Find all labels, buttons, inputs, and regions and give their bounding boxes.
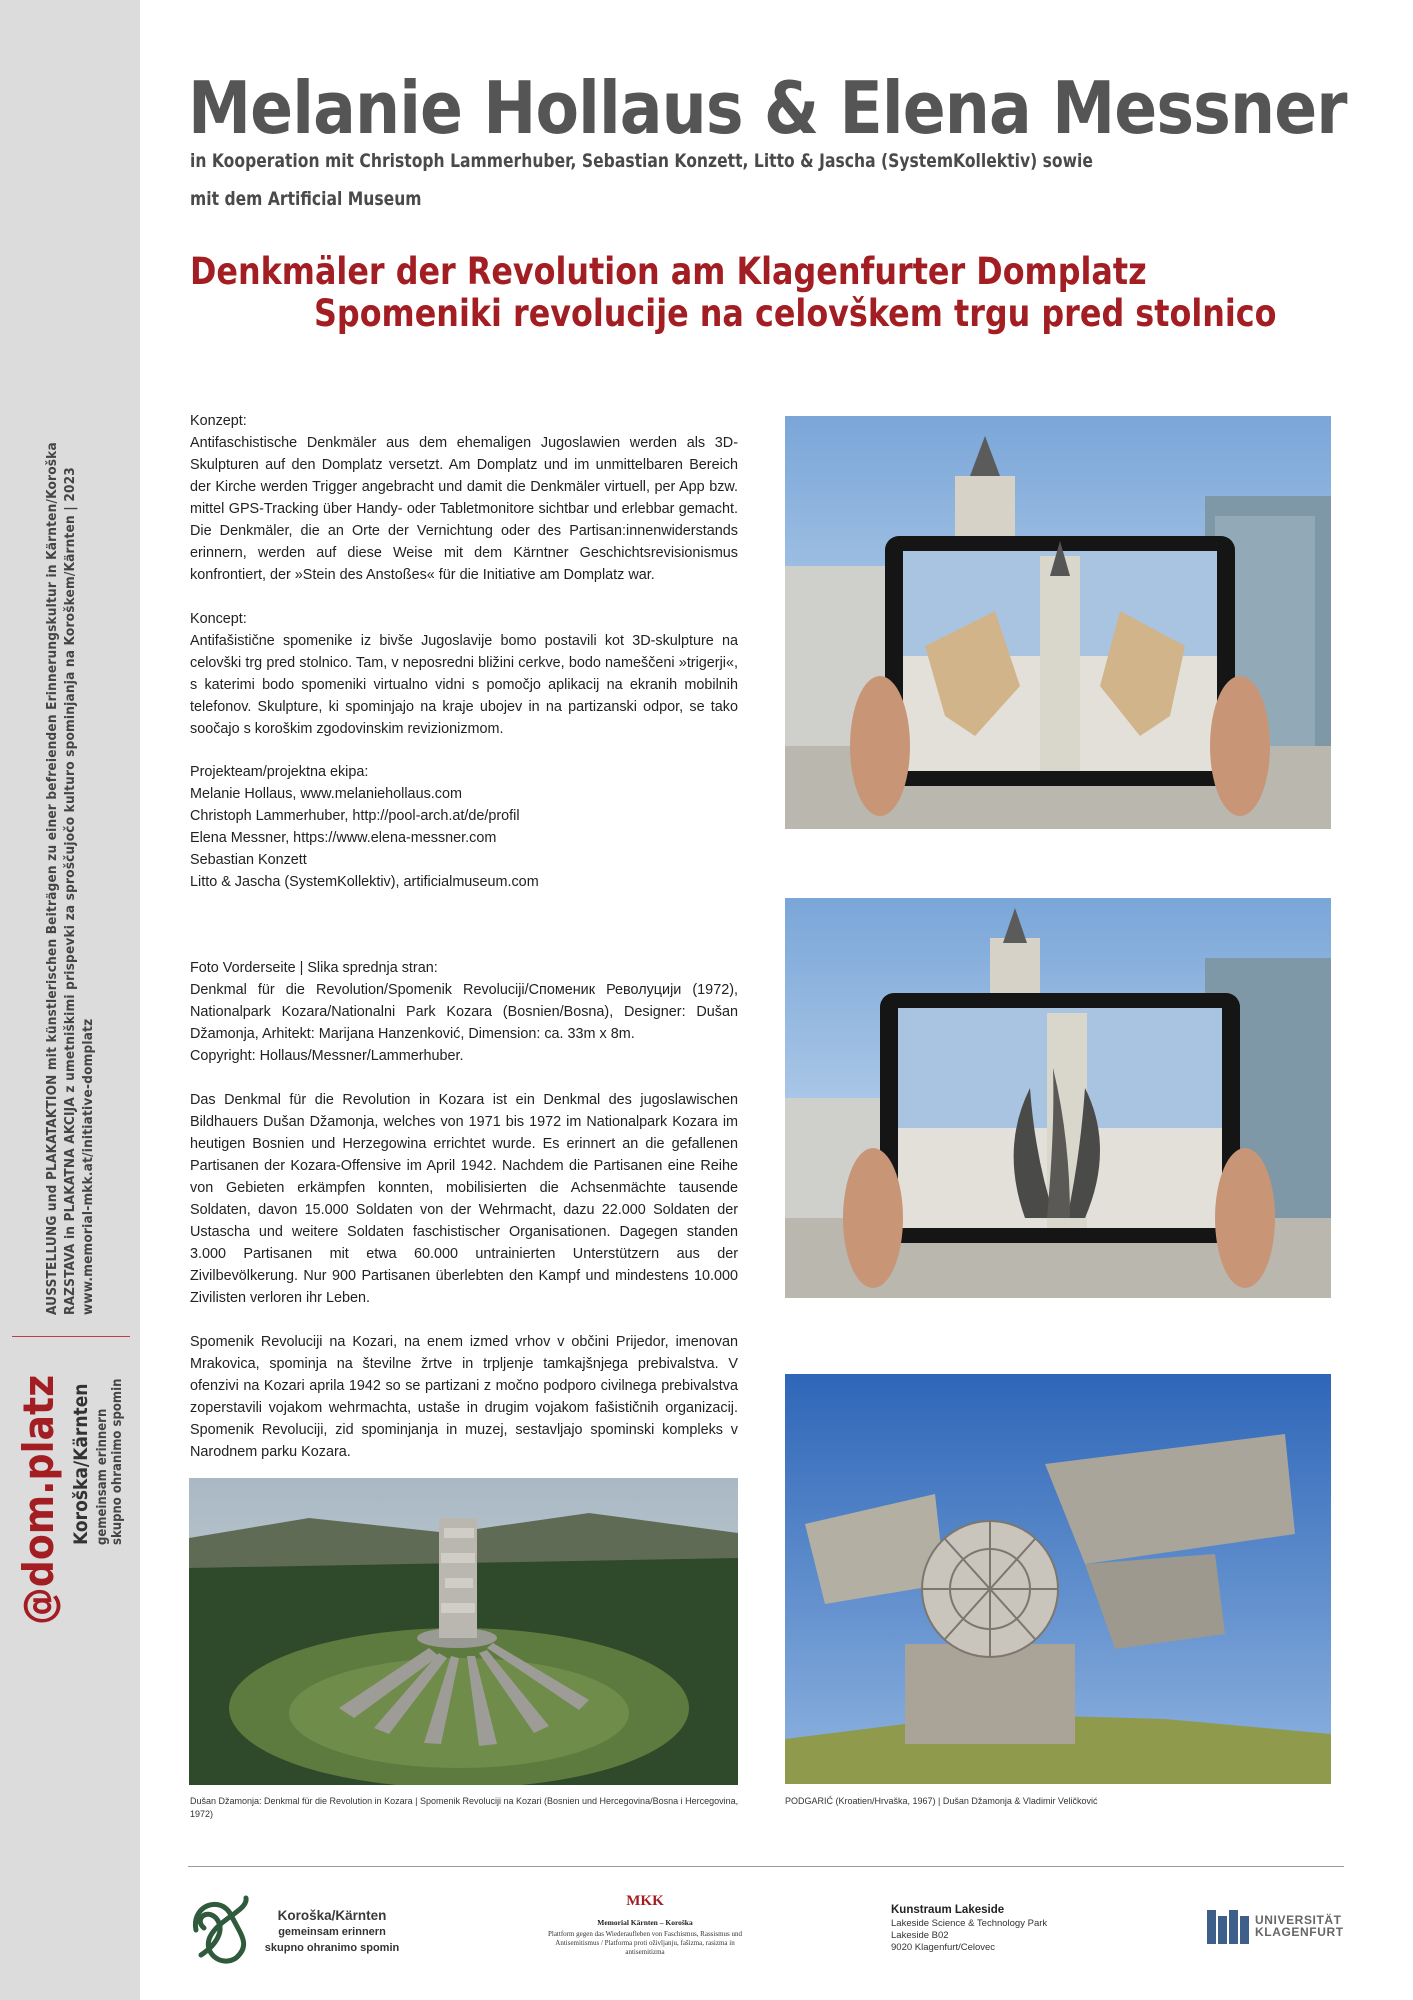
university-name [1255,1914,1344,1938]
lakeside-line-3: 9020 Klagenfurt/Celovec [891,1942,996,1953]
team-member: Sebastian Konzett [190,852,307,868]
mkk-logo [540,1893,750,1957]
concept-sl-text: Antifašistične spomenike iz bivše Jugoslavije bomo postavili kot 3D-skulpture na celovški trg pred stolnico. Tam, v neposredni bližini cerkve, bodo nameščeni »trigerji«, s katerimi bodo spomeniki virtualno vidni s pomočjo aplikacij na ekranih mobilnih telefonov. Skulpture, ki spominjajo na kraje ubojev in na partizanski odpor, se tako soočajo s koroškim zgodovinskim revizionizmom. [190,633,738,737]
concept-de-block [190,410,738,586]
koroska-logo-sub-de: gemeinsam erinnern [278,1926,386,1938]
cooperation-line-2: mit dem Artificial Museum [190,188,422,210]
sidebar-exhibition-de: AUSSTELLUNG und PLAKATAKTION mit künstlerischen Beiträgen zu einer befreienden Erinnerungskultur in Kärnten/Koroška [44,442,60,1315]
koroska-logo-sub-sl: skupno ohranimo spomin [264,1942,400,1954]
team-member: Melanie Hollaus, www.melaniehollaus.com [190,786,462,802]
photo-credit-block [190,957,738,1067]
caption-kozara: Dušan Džamonja: Denkmal für die Revolution in Kozara | Spomenik Revoluciji na Kozari (Bosnien und Hercegovina/Bosna i Hercegovina, 1972) [190,1796,739,1819]
cooperation-line-1: in Kooperation mit Christoph Lammerhuber, Sebastian Konzett, Litto & Jascha (SystemKollektiv) sowie [190,150,1093,172]
photo-label: Foto Vorderseite | Slika sprednja stran: [190,960,438,976]
koroska-logo-text [262,1908,402,1956]
caption-podgaric: PODGARIĆ (Kroatien/Hrvaška, 1967) | Dušan Džamonja & Vladimir Veličković [785,1796,1098,1806]
mkk-description: Plattform gegen das Wiederaufleben von Faschismus, Rassismus und Antisemitismus / Platforma proti oživljanju, fašizma, rasizma in antisemitizma [547,1930,742,1956]
university-name-line-1: UNIVERSITÄT [1255,1913,1342,1927]
headline-sl: Spomeniki revolucije na celovškem trgu pred stolnico [314,292,1277,335]
sidebar-sub-de: gemeinsam erinnern [95,1408,110,1545]
team-member: Christoph Lammerhuber, http://pool-arch.at/de/profil [190,808,520,824]
photo-text: Denkmal für die Revolution/Spomenik Revoluciji/Споменик Револуцији (1972), Nationalpark Kozara/Nationalni Park Kozara (Bosnien/Bosna), Designer: Dušan Džamonja, Arhitekt: Marijana Hanzenković, Dimension: ca. 33m x 8m. [190,982,738,1042]
lakeside-title: Kunstraum Lakeside [891,1904,1005,1916]
footer-divider [188,1866,1344,1867]
ar-tablet-photo-1 [785,416,1331,829]
team-member: Elena Messner, https://www.elena-messner.com [190,830,497,846]
concept-sl-label: Koncept: [190,611,247,627]
headline-de: Denkmäler der Revolution am Klagenfurter Domplatz [190,250,1147,293]
lakeside-line-2: Lakeside B02 [891,1930,949,1941]
team-member: Litto & Jascha (SystemKollektiv), artificialmuseum.com [190,874,539,890]
photo-copyright: Copyright: Hollaus/Messner/Lammerhuber. [190,1048,464,1064]
kozara-monument-aerial-photo [189,1478,738,1785]
university-name-line-2: KLAGENFURT [1255,1925,1344,1939]
koroska-knot-logo [186,1890,256,1964]
sidebar-region: Koroška/Kärnten [70,1383,92,1545]
history-sl [190,1331,738,1463]
history-sl-text: Spomenik Revoluciji na Kozari, na enem izmed vrhov v občini Prijedor, imenovan Mrakovica, spominja na številne žrtve in trpljenje tamkajšnjega prebivalstva. V ofenzivi na Kozari aprila 1942 so se partizani z močno podporo civilnega prebivalstva zoperstavili vojakom wehrmachta, ustaše in drugim vojakom fašističnih organizacij. Spomenik Revoluciji, zid spominjanja in muzej, sestavljajo spominski kompleks v Narodnem parku Kozara. [190,1334,738,1460]
sidebar-brand: @dom.platz [14,1374,63,1625]
team-block [190,761,738,893]
concept-sl-block [190,608,738,740]
mkk-subtitle: Memorial Kärnten – Koroška [597,1918,693,1927]
lakeside-line-1: Lakeside Science & Technology Park [891,1918,1048,1929]
history-de-text: Das Denkmal für die Revolution in Kozara ist ein Denkmal des jugoslawischen Bildhauers Dušan Džamonja, welches von 1971 bis 1972 im Nationalpark Kozara im heutigen Bosnien und Herzegowina errichtet wurde. Es erinnert an die gefallenen Partisanen der Kozara-Offensive im April 1942. Nachdem die Partisanen eine Reihe von Gebieten erkämpfen konnten, mobilisierten die Achsenmächte tausende Soldaten, davon 15.000 Soldaten von der Wehrmacht, dazu 22.000 Soldaten der Ustascha und weitere Soldaten faschistischer Organisationen. Dagegen standen 3.000 Partisanen mit etwa 60.000 untrainierten Unterstützern aus der Zivilbevölkerung. Nur 900 Partisanen überlebten den Kampf und mindestens 10.000 Zivilisten verloren ihr Leben. [190,1092,738,1306]
ar-tablet-photo-2 [785,898,1331,1298]
sidebar-sub-sl: skupno ohranimo spomin [110,1378,125,1545]
lakeside-address [891,1904,1047,1954]
sidebar [0,0,140,2000]
concept-de-text: Antifaschistische Denkmäler aus dem ehemaligen Jugoslawien werden als 3D-Skulpturen auf den Domplatz versetzt. Am Domplatz und im unmittelbaren Bereich der Kirche werden Trigger angebracht und damit die Denkmäler virtuell, per App bzw. mittel GPS-Tracking über Handy- oder Tabletmonitore sichtbar und erlebbar gemacht. Die Denkmäler, die an Orte der Vernichtung oder des Partisan:innenwiderstands erinnern, werden auf diese Weise mit dem Kärntner Geschichtsrevisionismus konfrontiert, der »Stein des Anstoßes« für die Initiative am Domplatz war. [190,435,738,583]
mkk-title: MKK [626,1893,664,1909]
sidebar-exhibition-sl: RAZSTAVA in PLAKATNA AKCIJA z umetniškimi prispevki za sproščujočo kulturo spominjanja na Koroškem/Kärnten | 2023 [62,467,78,1315]
university-klagenfurt-logo [1205,1906,1345,1946]
history-de [190,1089,738,1309]
page-title: Melanie Hollaus & Elena Messner [188,66,1347,150]
koroska-logo-title: Koroška/Kärnten [277,1908,387,1923]
sidebar-divider [12,1336,130,1337]
university-icon [1205,1906,1253,1946]
team-label: Projekteam/projektna ekipa: [190,764,369,780]
podgaric-monument-photo [785,1374,1331,1784]
concept-de-label: Konzept: [190,413,247,429]
sidebar-url[interactable]: www.memorial-mkk.at/initiative-domplatz [80,1018,96,1315]
